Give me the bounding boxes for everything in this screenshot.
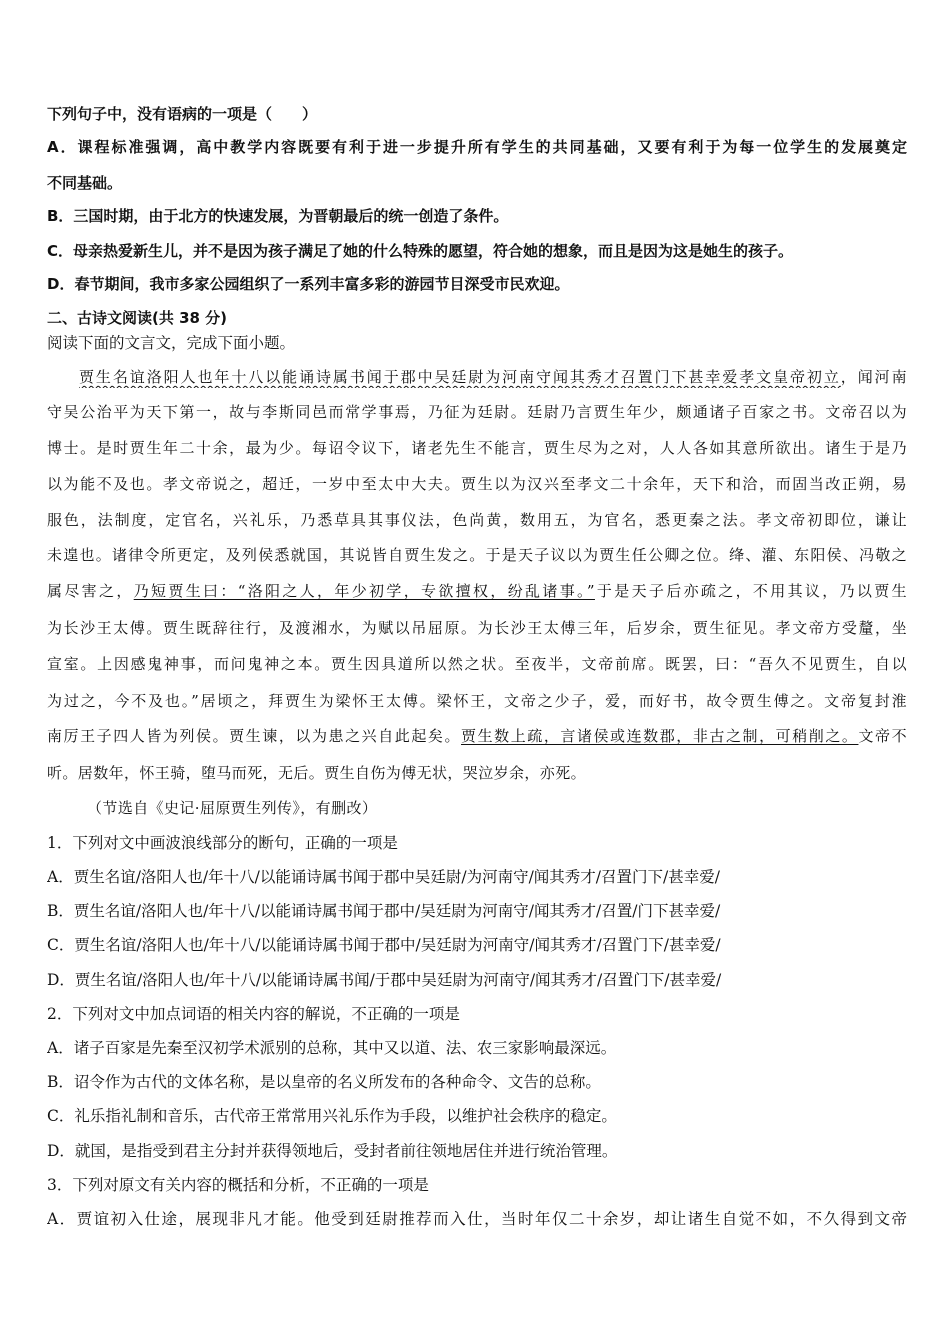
passage-line-3: 博士。是时贾生年二十余，最为少。每诏令议下，诸老先生不能言，贾生尽为之对，人人各如其意所欲出。诸生于是乃 — [47, 439, 907, 457]
grammar-option-c: C．母亲热爱新生儿，并不是因为孩子满足了她的什么特殊的愿望，符合她的想象，而且是因为这是她生的孩子。 — [47, 242, 794, 260]
passage-line-11-post: 文帝不 — [858, 727, 907, 745]
passage-underlined-sentence-1: 乃短贾生曰：“洛阳之人，年少初学，专欲擅权，纷乱诸事。” — [133, 582, 595, 600]
q3-stem: 3．下列对原文有关内容的概括和分析，不正确的一项是 — [47, 1176, 429, 1194]
grammar-option-a-cont: 不同基础。 — [47, 174, 123, 192]
passage-line-9: 宣室。上因感鬼神事，而问鬼神之本。贾生因具道所以然之状。至夜半，文帝前席。既罢，曰：“吾久不见贾生，自以 — [47, 655, 907, 673]
section-instruction: 阅读下面的文言文，完成下面小题。 — [47, 334, 296, 352]
passage-line-11-pre: 南厉王子四人皆为列侯。贾生谏，以为患之兴自此起矣。 — [47, 727, 462, 745]
passage-line-6: 未遑也。诸律令所更定，及列侯悉就国，其说皆自贾生发之。于是天子议以为贾生任公卿之位。绛、灌、东阳侯、冯敬之 — [47, 546, 907, 564]
passage-line-1-rest: ，闻河南 — [840, 368, 907, 386]
passage-line-4: 以为能不及也。孝文帝说之，超迁，一岁中至太中大夫。贾生以为汉兴至孝文二十余年，天下和洽，而固当改正朔，易 — [47, 475, 907, 493]
passage-line-5: 服色，法制度，定官名，兴礼乐，乃悉草具其事仪法，色尚黄，数用五，为官名，悉更秦之法。孝文帝初即位，谦让 — [47, 511, 907, 529]
q1-option-a: A．贾生名谊/洛阳人也/年十八/以能诵诗属书闻于郡中吴廷尉/为河南守/闻其秀才/召置门下/甚幸爱/ — [47, 868, 720, 886]
grammar-question-stem: 下列句子中，没有语病的一项是（ ） — [47, 105, 318, 123]
q3-option-a: A．贾谊初入仕途，展现非凡才能。他受到廷尉推荐而入仕，当时年仅二十余岁，却让诸生自觉不如，不久得到文帝 — [47, 1210, 907, 1228]
passage-line-7 — [47, 580, 907, 602]
q1-option-b: B．贾生名谊/洛阳人也/年十八/以能诵诗属书闻于郡中/吴廷尉为河南守/闻其秀才/召置/门下甚幸爱/ — [47, 902, 721, 920]
passage-line-7-post: 于是天子后亦疏之，不用其议，乃以贾生 — [594, 582, 907, 600]
q2-option-a: A．诸子百家是先秦至汉初学术派别的总称，其中又以道、法、农三家影响最深远。 — [47, 1039, 617, 1057]
passage-line-8: 为长沙王太傅。贾生既辞往行，及渡湘水，为赋以吊屈原。为长沙王太傅三年，后岁余，贾生征见。孝文帝方受釐，坐 — [47, 619, 907, 637]
passage-line-7-pre: 属尽害之， — [47, 582, 134, 600]
grammar-option-b: B．三国时期，由于北方的快速发展，为晋朝最后的统一创造了条件。 — [47, 207, 509, 225]
passage-line-12: 听。居数年，怀王骑，堕马而死，无后。贾生自伤为傅无状，哭泣岁余，亦死。 — [47, 764, 587, 782]
q2-option-b: B．诏令作为古代的文体名称，是以皇帝的名义所发布的各种命令、文告的总称。 — [47, 1073, 601, 1091]
q1-option-c: C．贾生名谊/洛阳人也/年十八/以能诵诗属书闻于郡中/吴廷尉为河南守/闻其秀才/召置门下/甚幸爱/ — [47, 936, 721, 954]
q1-option-d: D．贾生名谊/洛阳人也/年十八/以能诵诗属书闻/于郡中吴廷尉为河南守/闻其秀才/召置门下/甚幸爱/ — [47, 971, 722, 989]
passage-underlined-sentence-2: 贾生数上疏，言诸侯或连数郡，非古之制，可稍削之。 — [461, 727, 859, 745]
passage-line-2: 守吴公治平为天下第一，故与李斯同邑而常学事焉，乃征为廷尉。廷尉乃言贾生年少，颇通诸子百家之书。文帝召以为 — [47, 403, 907, 421]
passage-line-11 — [47, 725, 907, 747]
section-heading: 二、古诗文阅读(共 38 分) — [47, 309, 228, 327]
grammar-option-d: D．春节期间，我市多家公园组织了一系列丰富多彩的游园节目深受市民欢迎。 — [47, 275, 570, 293]
passage-line-1 — [47, 366, 907, 388]
grammar-option-a: A．课程标准强调，高中教学内容既要有利于进一步提升所有学生的共同基础，又要有利于为每一位学生的发展奠定 — [47, 138, 907, 156]
q1-stem: 1．下列对文中画波浪线部分的断句，正确的一项是 — [47, 834, 398, 852]
passage-source: （节选自《史记·屈原贾生列传》，有删改） — [87, 799, 378, 817]
q2-option-d: D．就国，是指受到君主分封并获得领地后，受封者前往领地居住并进行统治管理。 — [47, 1142, 618, 1160]
q2-stem: 2．下列对文中加点词语的相关内容的解说，不正确的一项是 — [47, 1005, 460, 1023]
passage-line-10: 为过之，今不及也。”居顷之，拜贾生为梁怀王太傅。梁怀王，文帝之少子，爱，而好书，故令贾生傅之。文帝复封淮 — [47, 692, 907, 710]
passage-wavy-segment: 贾生名谊洛阳人也年十八以能诵诗属书闻于郡中吴廷尉为河南守闻其秀才召置门下甚幸爱孝文皇帝初立 — [79, 368, 841, 386]
q2-option-c: C．礼乐指礼制和音乐，古代帝王常常用兴礼乐作为手段，以维护社会秩序的稳定。 — [47, 1107, 617, 1125]
